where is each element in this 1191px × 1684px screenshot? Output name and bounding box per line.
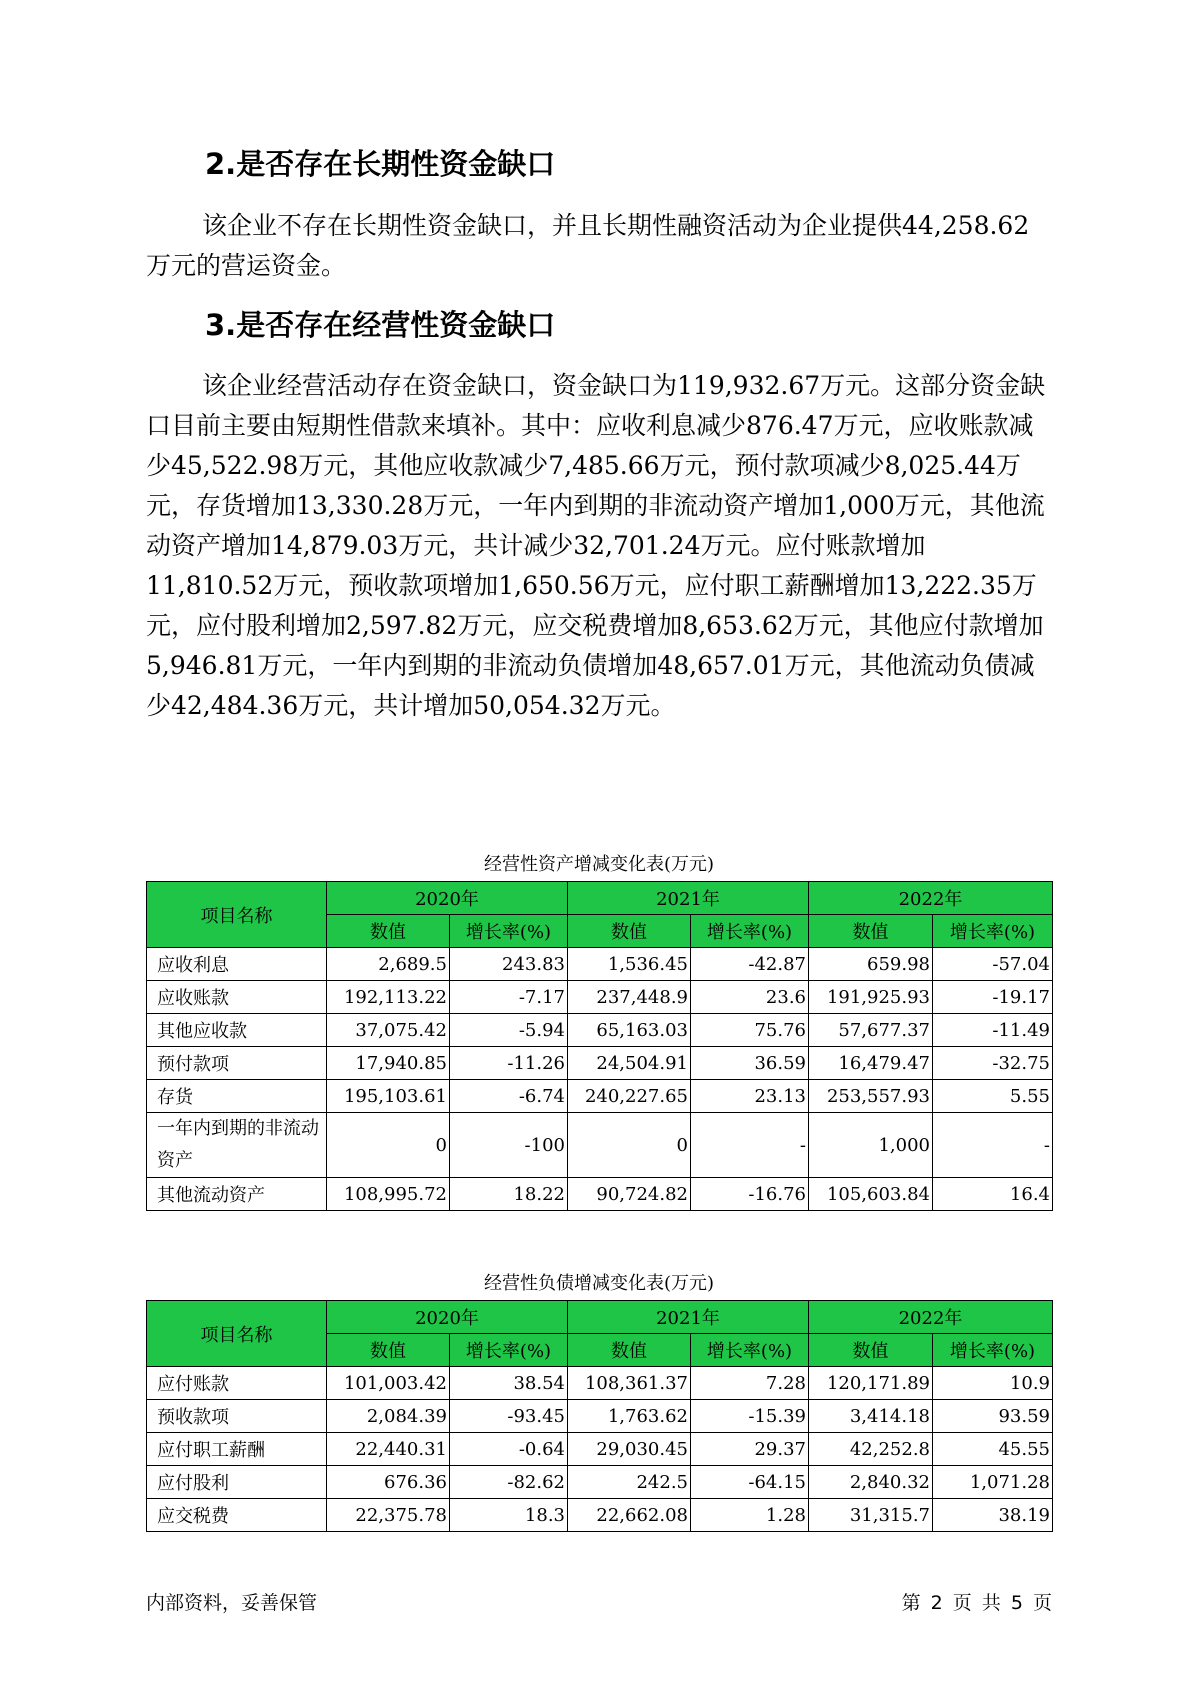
header-item-name: 项目名称 xyxy=(147,882,327,948)
cell-growth-rate: -5.94 xyxy=(450,1014,568,1047)
assets-table xyxy=(146,881,1053,1211)
cell-value: 242.5 xyxy=(568,1466,691,1499)
header-growth: 增长率(%) xyxy=(691,1334,809,1367)
cell-value: 659.98 xyxy=(809,948,933,981)
cell-growth-rate: -16.76 xyxy=(691,1178,809,1211)
cell-growth-rate: -19.17 xyxy=(933,981,1053,1014)
row-item-name: 存货 xyxy=(147,1080,327,1113)
header-growth: 增长率(%) xyxy=(933,1334,1053,1367)
cell-value: 108,361.37 xyxy=(568,1367,691,1400)
cell-growth-rate: 1.28 xyxy=(691,1499,809,1532)
cell-growth-rate: -6.74 xyxy=(450,1080,568,1113)
cell-growth-rate: -64.15 xyxy=(691,1466,809,1499)
table-row xyxy=(147,1499,1053,1532)
row-item-name: 应付账款 xyxy=(147,1367,327,1400)
cell-value: 2,840.32 xyxy=(809,1466,933,1499)
row-item-name: 应付股利 xyxy=(147,1466,327,1499)
assets-table-body xyxy=(147,948,1053,1211)
cell-growth-rate: -11.49 xyxy=(933,1014,1053,1047)
row-item-name: 预付款项 xyxy=(147,1047,327,1080)
row-item-name: 应收利息 xyxy=(147,948,327,981)
cell-value: 57,677.37 xyxy=(809,1014,933,1047)
header-year-2020: 2020年 xyxy=(327,882,568,915)
liabilities-table-body xyxy=(147,1367,1053,1532)
cell-growth-rate: -0.64 xyxy=(450,1433,568,1466)
cell-value: 3,414.18 xyxy=(809,1400,933,1433)
header-year-2021: 2021年 xyxy=(568,1301,809,1334)
cell-value: 65,163.03 xyxy=(568,1014,691,1047)
footer-page-number: 第 2 页 共 5 页 xyxy=(901,1592,1052,1614)
cell-value: 1,763.62 xyxy=(568,1400,691,1433)
cell-growth-rate: - xyxy=(933,1113,1053,1178)
cell-value: 253,557.93 xyxy=(809,1080,933,1113)
row-item-name: 其他流动资产 xyxy=(147,1178,327,1211)
cell-value: 31,315.7 xyxy=(809,1499,933,1532)
cell-growth-rate: 7.28 xyxy=(691,1367,809,1400)
header-item-name: 项目名称 xyxy=(147,1301,327,1367)
table-row xyxy=(147,981,1053,1014)
cell-growth-rate: -57.04 xyxy=(933,948,1053,981)
cell-value: 191,925.93 xyxy=(809,981,933,1014)
cell-growth-rate: -7.17 xyxy=(450,981,568,1014)
cell-growth-rate: -11.26 xyxy=(450,1047,568,1080)
cell-growth-rate: -42.87 xyxy=(691,948,809,981)
section-paragraph-operating-gap: 该企业经营活动存在资金缺口，资金缺口为119,932.67万元。这部分资金缺口目前主要由短期性借款来填补。其中：应收利息减少876.47万元，应收账款减少45,522.98万元，其他应收款减少7,485.66万元，预付款项减少8,025.44万元，存货增加13,330.28万元，一年内到期的非流动资产增加1,000万元，其他流动资产增加14,879.03万元，共计减少32,701.24万元。应付账款增加11,810.52万元，预收款项增加1,650.56万元，应付职工薪酬增加13,222.35万元，应付股利增加2,597.82万元，应交税费增加8,653.62万元，其他应付款增加5,946.81万元，一年内到期的非流动负债增加48,657.01万元，其他流动负债减少42,484.36万元，共计增加50,054.32万元。 xyxy=(146,371,1046,720)
header-value: 数值 xyxy=(568,915,691,948)
cell-growth-rate: - xyxy=(691,1113,809,1178)
cell-value: 0 xyxy=(568,1113,691,1178)
cell-growth-rate: 36.59 xyxy=(691,1047,809,1080)
cell-value: 237,448.9 xyxy=(568,981,691,1014)
header-value: 数值 xyxy=(327,1334,450,1367)
cell-growth-rate: 23.6 xyxy=(691,981,809,1014)
row-item-name: 其他应收款 xyxy=(147,1014,327,1047)
cell-value: 24,504.91 xyxy=(568,1047,691,1080)
cell-value: 22,440.31 xyxy=(327,1433,450,1466)
cell-growth-rate: 18.22 xyxy=(450,1178,568,1211)
cell-growth-rate: 5.55 xyxy=(933,1080,1053,1113)
header-value: 数值 xyxy=(327,915,450,948)
header-growth: 增长率(%) xyxy=(450,1334,568,1367)
section-heading-operating-gap: 3.是否存在经营性资金缺口 xyxy=(205,308,556,342)
header-year-2022: 2022年 xyxy=(809,1301,1053,1334)
cell-value: 1,000 xyxy=(809,1113,933,1178)
cell-growth-rate: -82.62 xyxy=(450,1466,568,1499)
cell-growth-rate: 45.55 xyxy=(933,1433,1053,1466)
cell-growth-rate: 75.76 xyxy=(691,1014,809,1047)
cell-value: 108,995.72 xyxy=(327,1178,450,1211)
cell-growth-rate: 10.9 xyxy=(933,1367,1053,1400)
header-year-2020: 2020年 xyxy=(327,1301,568,1334)
row-item-name: 应交税费 xyxy=(147,1499,327,1532)
table-row xyxy=(147,1466,1053,1499)
cell-value: 90,724.82 xyxy=(568,1178,691,1211)
cell-value: 22,375.78 xyxy=(327,1499,450,1532)
assets-table-caption: 经营性资产增减变化表(万元) xyxy=(483,854,715,875)
row-item-name: 一年内到期的非流动资产 xyxy=(147,1113,327,1178)
liabilities-table-caption: 经营性负债增减变化表(万元) xyxy=(483,1273,715,1294)
table-row xyxy=(147,1433,1053,1466)
cell-growth-rate: -93.45 xyxy=(450,1400,568,1433)
table-row xyxy=(147,1400,1053,1433)
header-growth: 增长率(%) xyxy=(450,915,568,948)
header-value: 数值 xyxy=(809,1334,933,1367)
table-row xyxy=(147,948,1053,981)
row-item-name: 应付职工薪酬 xyxy=(147,1433,327,1466)
cell-growth-rate: 243.83 xyxy=(450,948,568,981)
header-year-2022: 2022年 xyxy=(809,882,1053,915)
table-row xyxy=(147,1047,1053,1080)
cell-growth-rate: -15.39 xyxy=(691,1400,809,1433)
cell-growth-rate: 29.37 xyxy=(691,1433,809,1466)
cell-value: 120,171.89 xyxy=(809,1367,933,1400)
cell-growth-rate: 38.19 xyxy=(933,1499,1053,1532)
cell-value: 17,940.85 xyxy=(327,1047,450,1080)
section-heading-long-term-gap: 2.是否存在长期性资金缺口 xyxy=(205,147,556,181)
cell-value: 192,113.22 xyxy=(327,981,450,1014)
cell-value: 37,075.42 xyxy=(327,1014,450,1047)
cell-value: 101,003.42 xyxy=(327,1367,450,1400)
cell-value: 22,662.08 xyxy=(568,1499,691,1532)
header-value: 数值 xyxy=(568,1334,691,1367)
table-row xyxy=(147,1178,1053,1211)
row-item-name: 应收账款 xyxy=(147,981,327,1014)
header-value: 数值 xyxy=(809,915,933,948)
cell-growth-rate: -32.75 xyxy=(933,1047,1053,1080)
cell-value: 1,536.45 xyxy=(568,948,691,981)
table-row xyxy=(147,1113,1053,1178)
header-growth: 增长率(%) xyxy=(933,915,1053,948)
cell-growth-rate: 38.54 xyxy=(450,1367,568,1400)
footer-confidential-note: 内部资料，妥善保管 xyxy=(146,1592,318,1614)
liabilities-table xyxy=(146,1300,1053,1532)
cell-value: 195,103.61 xyxy=(327,1080,450,1113)
cell-growth-rate: 18.3 xyxy=(450,1499,568,1532)
header-year-2021: 2021年 xyxy=(568,882,809,915)
cell-growth-rate: 23.13 xyxy=(691,1080,809,1113)
cell-growth-rate: 16.4 xyxy=(933,1178,1053,1211)
table-row xyxy=(147,1367,1053,1400)
table-row xyxy=(147,1014,1053,1047)
cell-growth-rate: 1,071.28 xyxy=(933,1466,1053,1499)
cell-value: 105,603.84 xyxy=(809,1178,933,1211)
cell-value: 2,084.39 xyxy=(327,1400,450,1433)
cell-growth-rate: -100 xyxy=(450,1113,568,1178)
cell-value: 676.36 xyxy=(327,1466,450,1499)
cell-growth-rate: 93.59 xyxy=(933,1400,1053,1433)
row-item-name: 预收款项 xyxy=(147,1400,327,1433)
cell-value: 16,479.47 xyxy=(809,1047,933,1080)
cell-value: 42,252.8 xyxy=(809,1433,933,1466)
cell-value: 2,689.5 xyxy=(327,948,450,981)
section-paragraph-long-term-gap: 该企业不存在长期性资金缺口，并且长期性融资活动为企业提供44,258.62万元的营运资金。 xyxy=(146,211,1030,280)
cell-value: 0 xyxy=(327,1113,450,1178)
table-row xyxy=(147,1080,1053,1113)
cell-value: 29,030.45 xyxy=(568,1433,691,1466)
cell-value: 240,227.65 xyxy=(568,1080,691,1113)
header-growth: 增长率(%) xyxy=(691,915,809,948)
